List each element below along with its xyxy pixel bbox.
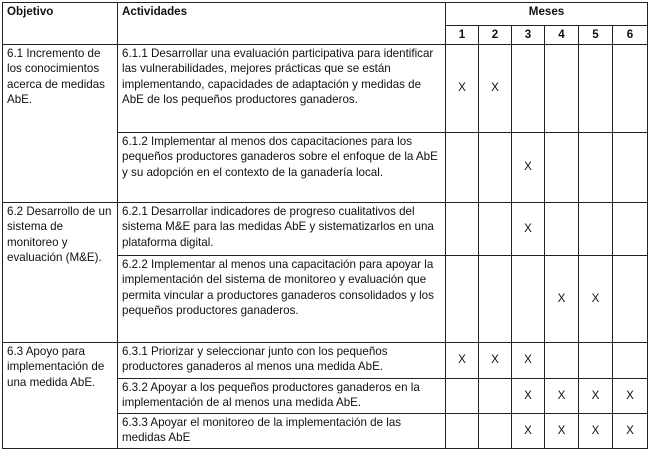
month-mark: X xyxy=(557,291,566,305)
month-cell xyxy=(512,378,545,413)
month-cell xyxy=(446,342,479,378)
month-cell xyxy=(545,44,579,132)
month-mark: X xyxy=(626,423,634,437)
month-cell xyxy=(479,378,512,413)
month-cell xyxy=(446,202,479,255)
month-cell xyxy=(512,413,545,448)
month-cell xyxy=(545,342,579,378)
month-cell xyxy=(579,202,613,255)
month-cell xyxy=(479,202,512,255)
month-mark: X xyxy=(458,353,466,367)
month-cell xyxy=(579,44,613,132)
actividades-header: Actividades xyxy=(118,3,446,45)
month-cell xyxy=(512,342,545,378)
month-cell xyxy=(579,378,613,413)
month-cell xyxy=(446,132,479,202)
month-mark: X xyxy=(591,423,600,437)
month-mark: X xyxy=(524,388,532,402)
month-cell xyxy=(613,44,648,132)
month-cell xyxy=(613,342,648,378)
month-cell xyxy=(545,202,579,255)
month-mark: X xyxy=(557,423,566,437)
objective-cell: 6.3 Apoyo para implementación de una medida AbE. xyxy=(3,342,118,448)
month-cell xyxy=(446,413,479,448)
month-4-header: 4 xyxy=(545,26,579,45)
month-mark: X xyxy=(524,423,532,437)
month-cell xyxy=(479,255,512,342)
objective-cell: 6.2 Desarrollo de un sistema de monitoreo y evaluación (M&E). xyxy=(3,202,118,342)
activity-row xyxy=(3,44,648,132)
activity-cell: 6.3.1 Priorizar y seleccionar junto con los pequeños productores ganaderos al menos una medida AbE. xyxy=(118,342,446,378)
month-cell xyxy=(446,378,479,413)
month-mark: X xyxy=(591,291,600,305)
month-3-header: 3 xyxy=(512,26,545,45)
activity-cell: 6.1.1 Desarrollar una evaluación participativa para identificar las vulnerabilidades, mejores prácticas que se están implementando, capacidades de adaptación y medidas de AbE de los pequeños productores ganaderos. xyxy=(118,44,446,132)
month-cell xyxy=(479,132,512,202)
month-mark: X xyxy=(591,388,600,402)
month-mark: X xyxy=(524,160,532,174)
month-cell xyxy=(613,413,648,448)
activity-cell: 6.2.2 Implementar al menos una capacitación para apoyar la implementación del sistema de monitoreo y evaluación que permita vincular a productores ganaderos consolidados y los pequeños productores ganaderos. xyxy=(118,255,446,342)
month-1-header: 1 xyxy=(446,26,479,45)
month-cell xyxy=(512,132,545,202)
month-mark: X xyxy=(524,221,532,235)
month-cell xyxy=(613,202,648,255)
month-5-header: 5 xyxy=(579,26,613,45)
activity-row xyxy=(3,342,648,378)
month-cell xyxy=(545,132,579,202)
month-mark: X xyxy=(524,353,532,367)
month-mark: X xyxy=(458,81,466,95)
month-2-header: 2 xyxy=(479,26,512,45)
activity-cell: 6.1.2 Implementar al menos dos capacitaciones para los pequeños productores ganaderos sobre el enfoque de la AbE y su adopción en el contexto de la ganadería local. xyxy=(118,132,446,202)
month-cell xyxy=(545,378,579,413)
month-cell xyxy=(446,44,479,132)
month-cell xyxy=(545,255,579,342)
month-cell xyxy=(545,413,579,448)
objetivo-header: Objetivo xyxy=(3,3,118,45)
month-mark: X xyxy=(491,353,499,367)
month-6-header: 6 xyxy=(613,26,648,45)
month-cell xyxy=(579,255,613,342)
month-cell xyxy=(613,378,648,413)
month-mark: X xyxy=(626,388,634,402)
month-cell xyxy=(479,44,512,132)
month-cell xyxy=(579,132,613,202)
month-cell xyxy=(613,132,648,202)
activity-cell: 6.3.2 Apoyar a los pequeños productores ganaderos en la implementación de al menos una medida AbE. xyxy=(118,378,446,413)
month-cell xyxy=(579,413,613,448)
activity-cell: 6.3.3 Apoyar el monitoreo de la implementación de las medidas AbE xyxy=(118,413,446,448)
month-cell xyxy=(613,255,648,342)
month-cell xyxy=(512,44,545,132)
month-cell xyxy=(512,255,545,342)
month-cell xyxy=(579,342,613,378)
objective-cell: 6.1 Incremento de los conocimientos acerca de medidas AbE. xyxy=(3,44,118,202)
activity-row xyxy=(3,202,648,255)
month-cell xyxy=(479,413,512,448)
month-cell xyxy=(479,342,512,378)
month-mark: X xyxy=(491,81,499,95)
month-cell xyxy=(512,202,545,255)
meses-header: Meses xyxy=(446,3,648,26)
month-cell xyxy=(446,255,479,342)
activity-cell: 6.2.1 Desarrollar indicadores de progreso cualitativos del sistema M&E para las medidas AbE y sistematizarlos en una plataforma digital. xyxy=(118,202,446,255)
activity-schedule-table xyxy=(2,2,648,449)
month-mark: X xyxy=(557,388,566,402)
